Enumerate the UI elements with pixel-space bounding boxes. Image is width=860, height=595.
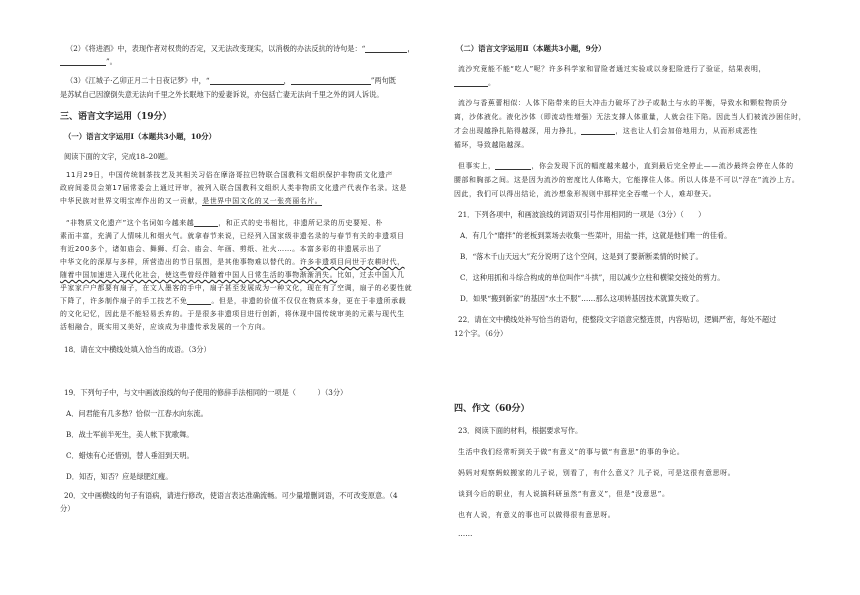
section-4-heading: 四、作文（60分）	[454, 404, 530, 414]
option-d[interactable]: D．如果“搬到新家”的基因“水土不服”……那么这项转基因技术就算失败了。	[460, 294, 704, 303]
option-d[interactable]: D．知否，知否？应是绿肥红瘦。	[66, 472, 173, 481]
answer-blank[interactable]	[291, 75, 371, 85]
answer-blank[interactable]	[365, 43, 407, 53]
question-22-cont: 12个字。（6分）	[454, 329, 508, 338]
option-b[interactable]: B．“落木千山天远大”充分说明了这个空间，这是到了要新断柔情的时候了。	[460, 252, 703, 261]
question-2-cont: ”。	[60, 55, 117, 68]
part-1-heading: （一）语言文字运用Ⅰ（本题共3小题，10分）	[64, 132, 216, 141]
option-c[interactable]: C．这种用抓和斗综合构成的单位叫作“斗拱”，用以减少立柱和横梁交接处的剪力。	[460, 273, 725, 282]
option-a[interactable]: A．问君能有几多愁？恰似一江春水向东流。	[66, 409, 208, 418]
question-22: 22．请在文中横线处补写恰当的语句，使整段文字语意完整连贯，内容贴切，逻辑严密，每处不超过	[458, 315, 777, 324]
answer-blank[interactable]	[194, 217, 218, 227]
question-3-cont: 是苏轼自己因潦倒失意无法向千里之外长眠地下的爱妻诉说，亦包括亡妻无法向千里之外的词人诉说。	[60, 90, 384, 99]
option-a[interactable]: A．有几个“磨拌”的老板到菜场去收集一些菜叶，用盐一拌，这就是他们唯一的佳肴。	[460, 231, 732, 240]
question-3: （3）《江城子·乙卯正月二十日夜记梦》中，“ ， ”两句既	[66, 76, 396, 85]
underlined-sentence: 是世界中国文化的又一张亮丽名片。	[202, 197, 323, 205]
question-19: 19．下列句子中，与文中画波浪线的句子使用的修辞手法相同的一项是（ ）（3分）	[64, 388, 348, 397]
wavy-underlined-sentence: 随着中国加速进入现代化社会，使这些曾经伴随着中国人日常生活的事物渐渐消失。	[60, 271, 338, 279]
option-b[interactable]: B．战士军前半死生，美人帐下犹歌舞。	[66, 430, 194, 439]
question-18: 18．请在文中横线处填入恰当的成语。（3分）	[64, 345, 211, 354]
question-2: （2）《将进酒》中，表现作者对权贵的否定，又无法改变现实，以消极的办法反抗的诗句是：“ ，	[66, 44, 415, 53]
answer-blank[interactable]	[495, 160, 531, 170]
question-23: 23．阅读下面的材料，根据要求写作。	[458, 426, 583, 435]
answer-blank[interactable]	[60, 56, 106, 66]
reading-intro: 阅读下面的文字，完成18–20题。	[64, 152, 173, 161]
answer-blank[interactable]	[454, 77, 488, 87]
section-3-heading: 三、语言文字运用（19分）	[60, 112, 172, 122]
answer-blank[interactable]	[187, 295, 211, 305]
answer-blank[interactable]	[210, 75, 284, 85]
part-2-heading: （二）语言文字运用Ⅱ（本题共3小题，9分）	[456, 44, 606, 53]
question-21: 21．下列各项中，和画波浪线的词语双引号作用相同的一项是（3分）（ ）	[458, 210, 706, 219]
option-c[interactable]: C．蜡烛有心还惜别，替人垂泪到天明。	[66, 451, 194, 460]
question-20: 20．文中画横线的句子有语病，请进行修改，使语言表达准确流畅。可少量增删词语，不可改变原意。（4	[64, 491, 398, 500]
answer-blank[interactable]	[581, 125, 615, 135]
question-20-cont: 分）	[60, 504, 75, 513]
ellipsis: ……	[458, 529, 473, 538]
wavy-underlined-sentence: 许多非遗项目问世于农耕时代，	[299, 258, 405, 266]
